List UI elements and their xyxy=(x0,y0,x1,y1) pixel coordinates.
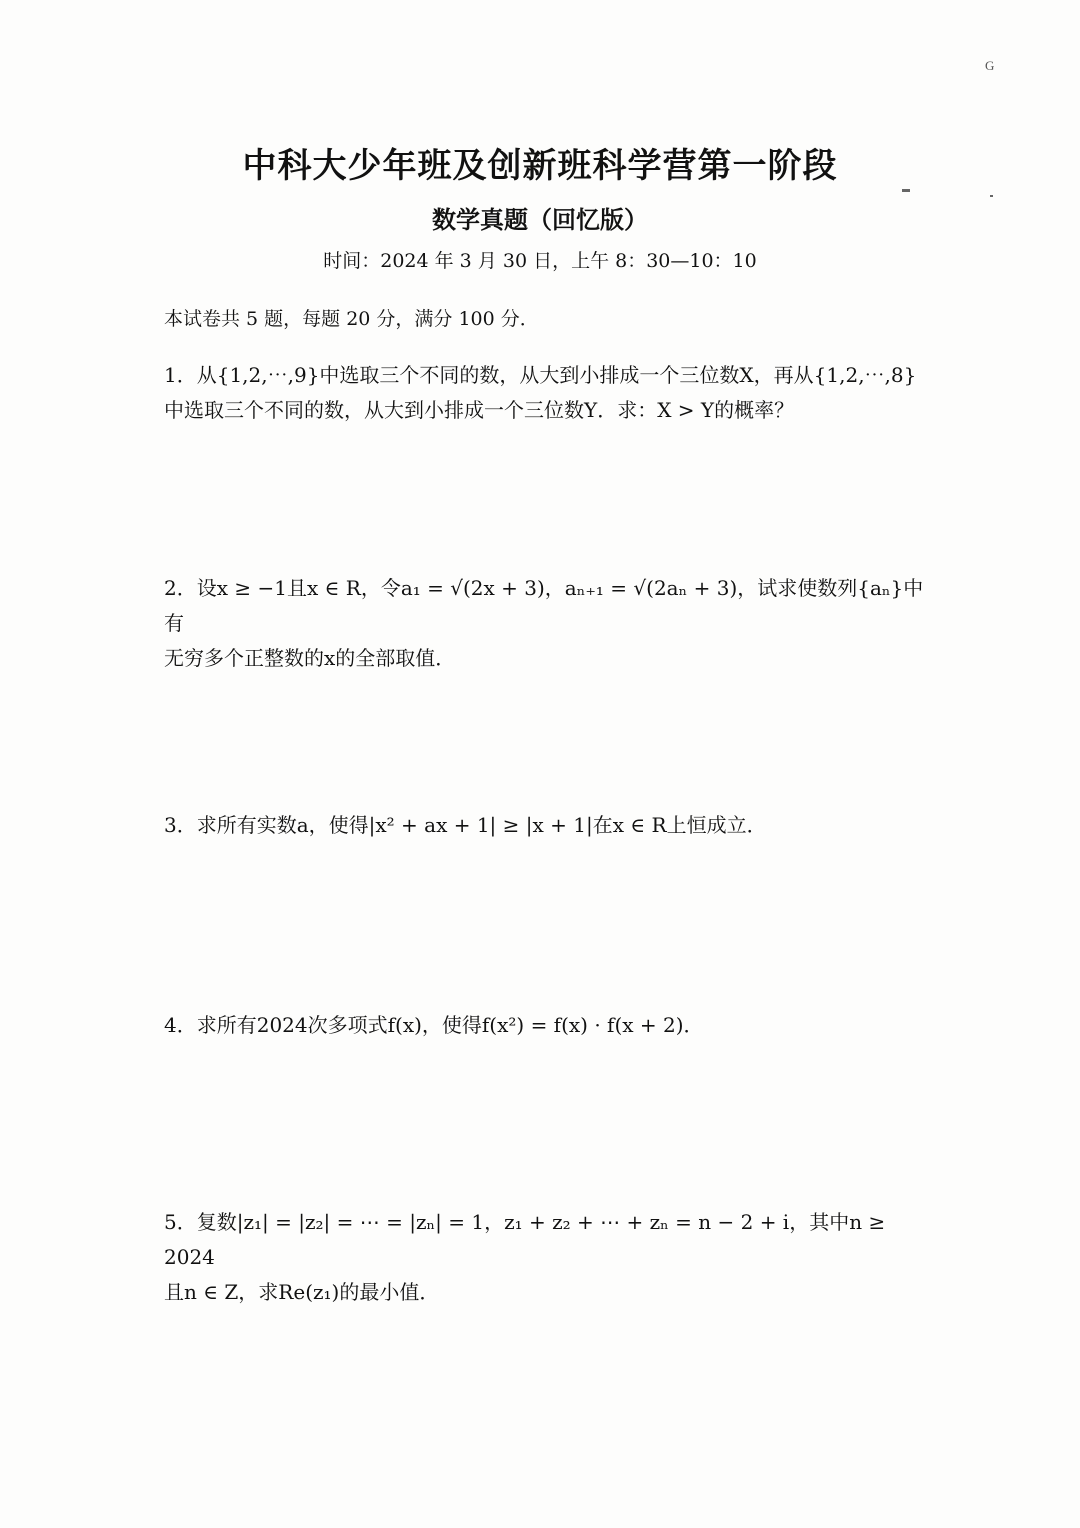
problem-3 xyxy=(164,808,924,843)
problem-1 xyxy=(164,358,924,428)
problem-line: 4．求所有2024次多项式f(x)，使得f(x²) = f(x) · f(x + 2)． xyxy=(164,1013,704,1037)
page-title: 中科大少年班及创新班科学营第一阶段 xyxy=(242,146,838,186)
problem-line: 1．从{1,2,⋯,9}中选取三个不同的数，从大到小排成一个三位数X，再从{1,2,⋯,8} xyxy=(164,363,917,387)
problem-2 xyxy=(164,571,924,676)
problem-4 xyxy=(164,1008,924,1043)
exam-time: 时间：2024 年 3 月 30 日，上午 8：30—10：10 xyxy=(323,250,757,272)
scan-smudge xyxy=(902,189,910,192)
problem-line: 中选取三个不同的数，从大到小排成一个三位数Y．求：X > Y的概率？ xyxy=(164,398,795,422)
problem-5 xyxy=(164,1205,924,1310)
problem-line: 无穷多个正整数的x的全部取值． xyxy=(164,646,456,670)
problem-line: 3．求所有实数a，使得|x² + ax + 1| ≥ |x + 1|在x ∈ R上恒成立． xyxy=(164,813,767,837)
problem-line: 5．复数|z₁| = |z₂| = ⋯ = |zₙ| = 1，z₁ + z₂ + ⋯ + zₙ = n − 2 + i，其中n ≥ 2024 xyxy=(164,1210,886,1269)
scan-smudge xyxy=(990,195,993,197)
page-subtitle: 数学真题（回忆版） xyxy=(432,206,648,234)
problem-line: 且n ∈ Z，求Re(z₁)的最小值． xyxy=(164,1280,440,1304)
corner-page-mark: G xyxy=(985,58,995,73)
problem-line: 2．设x ≥ −1且x ∈ R，令a₁ = √(2x + 3)，aₙ₊₁ = √(2aₙ + 3)，试求使数列{aₙ}中有 xyxy=(164,576,924,635)
exam-instructions: 本试卷共 5 题，每题 20 分，满分 100 分． xyxy=(164,308,539,330)
